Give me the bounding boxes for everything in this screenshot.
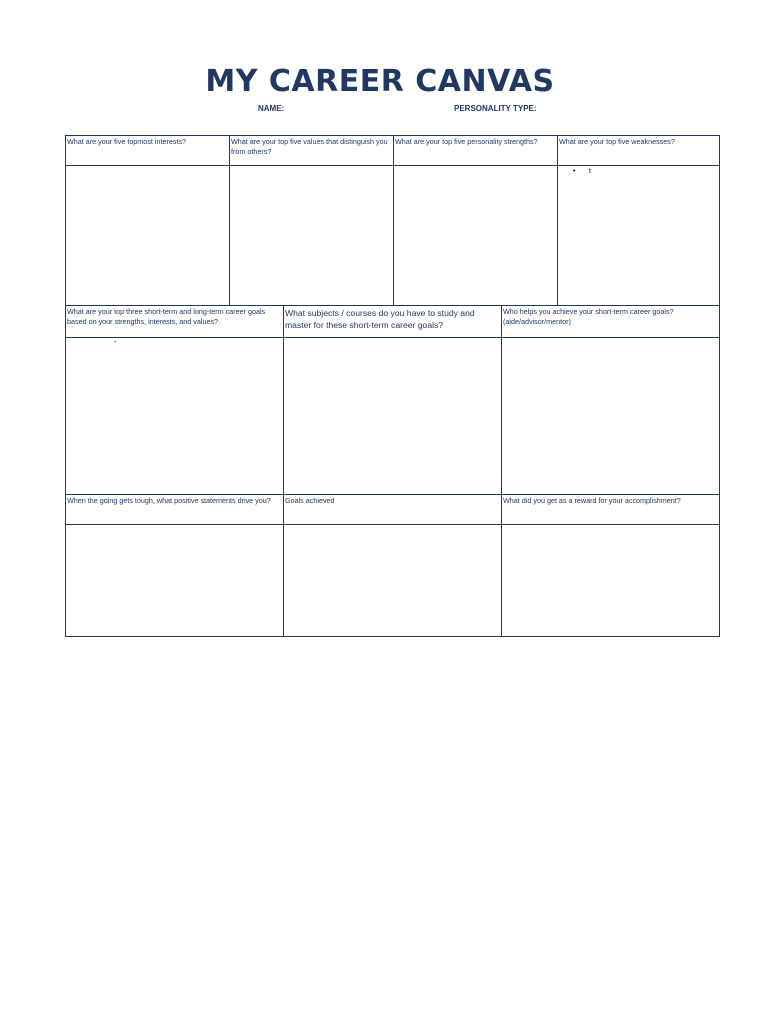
goals-achieved-label: Goals achieved: [284, 495, 502, 525]
name-label: NAME:: [258, 104, 285, 113]
interests-answer-box[interactable]: [66, 166, 230, 306]
mentor-question: Who helps you achieve your short-term career goals? (aide/advisor/mentor): [502, 306, 719, 338]
weaknesses-answer-box[interactable]: [558, 166, 719, 306]
subjects-answer-box[interactable]: [284, 338, 502, 495]
weakness-text-mark: t: [589, 168, 591, 175]
goals-achieved-answer-box[interactable]: [284, 525, 502, 636]
personality-type-label: PERSONALITY TYPE:: [454, 104, 537, 113]
values-answer-box[interactable]: [230, 166, 394, 306]
reward-question: What did you get as a reward for your accomplishment?: [502, 495, 719, 525]
mentor-answer-box[interactable]: [502, 338, 719, 495]
career-goals-mark: -: [114, 339, 117, 346]
career-goals-answer-box[interactable]: [66, 338, 284, 495]
career-canvas-grid: [65, 135, 720, 637]
interests-question: What are your five topmost interests?: [66, 136, 230, 166]
page-title: MY CAREER CANVAS: [205, 64, 555, 99]
reward-answer-box[interactable]: [502, 525, 719, 636]
weaknesses-question: What are your top five weaknesses?: [558, 136, 719, 166]
values-question: What are your top five values that distinguish you from others?: [230, 136, 394, 166]
career-goals-question: What are your top three short-term and long-term career goals based on your strengths, interests, and values?: [66, 306, 284, 338]
subjects-question: What subjects / courses do you have to study and master for these short-term career goals?: [284, 306, 502, 338]
positive-statements-answer-box[interactable]: [66, 525, 284, 636]
strengths-question: What are your top five personality strengths?: [394, 136, 558, 166]
strengths-answer-box[interactable]: [394, 166, 558, 306]
positive-statements-question: When the going gets tough, what positive statements drive you?: [66, 495, 284, 525]
weakness-bullet: •: [573, 168, 576, 175]
